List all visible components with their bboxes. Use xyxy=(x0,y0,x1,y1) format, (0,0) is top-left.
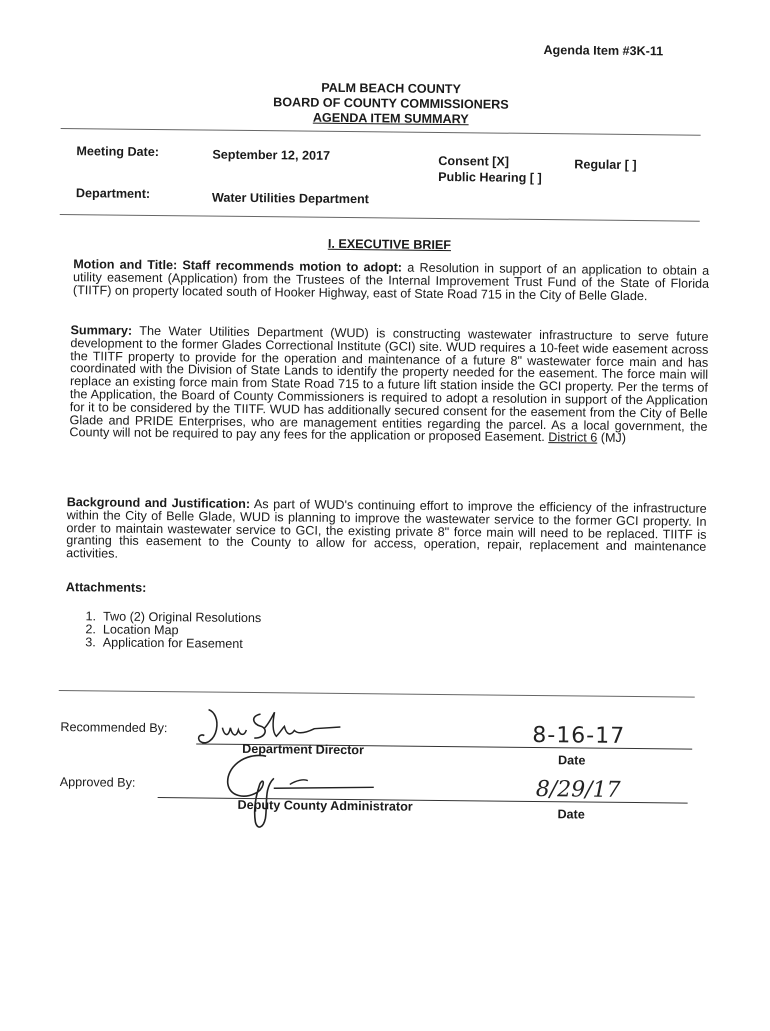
signature-divider xyxy=(59,690,695,698)
approved-date-handwritten: 8/29/17 xyxy=(535,777,621,803)
public-hearing-checkbox-label: Public Hearing [ ] xyxy=(438,169,542,186)
recommended-by-label: Recommended By: xyxy=(60,720,168,736)
summary-lead: Summary: xyxy=(70,323,133,338)
header-county: PALM BEACH COUNTY xyxy=(321,80,462,97)
recommended-date-handwritten: 8-16-17 xyxy=(532,722,626,749)
motion-and-title-paragraph xyxy=(73,258,709,303)
meeting-date-label: Meeting Date: xyxy=(76,144,160,160)
deputy-administrator-title: Deputy County Administrator xyxy=(237,797,413,814)
summary-text: The Water Utilities Department (WUD) is constructing wastewater infrastructure to serve future development to the former Glades Correctional Institute (GCI) site. WUD requires a 10-feet wide easement across the TIITF property to provide for the operation and maintenance of a future 8" wastewater force main and has coordinated with the Division of State Lands to identify the property needed for the easement. The force main will replace an existing force main from State Road 715 to a future lift station inside the GCI property. Per the terms of the Application, the Board of County Commissioners is required to adopt a resolution in support of the Application for it to be considered by the TIITF. WUD has additionally secured consent for the easement from the City of Belle Glade and PRIDE Enterprises, who are management entities regarding the parcel. As a local government, the County will not be required to pay any fees for the application or proposed Easement. xyxy=(69,323,709,445)
summary-paragraph xyxy=(69,324,708,446)
background-text: As part of WUD's continuing effort to improve the efficiency of the infrastructure within the City of Belle Glade, WUD is planning to improve the wastewater service to the former GCI property. In order to maintain wastewater service to GCI, the existing private 8" force main will need to be replaced. TIITF is granting this easement to the County to allow for access, operation, repair, replacement and maintenance activities. xyxy=(66,497,707,561)
district-link: District 6 xyxy=(548,430,598,446)
background-paragraph xyxy=(66,496,707,567)
recommended-date-label: Date xyxy=(557,753,586,768)
header-divider xyxy=(61,128,701,136)
district-suffix: (MJ) xyxy=(600,431,627,446)
approved-date-label: Date xyxy=(557,807,585,822)
agenda-item-number: Agenda Item #3K-11 xyxy=(543,43,664,59)
approved-by-label: Approved By: xyxy=(59,775,136,790)
executive-brief-heading: I. EXECUTIVE BRIEF xyxy=(327,236,452,253)
department-value: Water Utilities Department xyxy=(211,190,370,207)
department-label: Department: xyxy=(75,186,151,201)
attachment-item: 2. Location Map xyxy=(85,622,179,638)
header-block xyxy=(61,78,721,130)
motion-text: a Resolution in support of an application to obtain a utility easement (Application) from the Trustees of the Internal Improvement Trust Fund of the State of Florida (TIITF) on property located south of Hooker Highway, east of State Road 715 in the City of Belle Glade. xyxy=(72,260,710,303)
meeting-date-value: September 12, 2017 xyxy=(212,147,331,163)
header-summary-title: AGENDA ITEM SUMMARY xyxy=(312,110,469,127)
regular-checkbox-label: Regular [ ] xyxy=(574,157,637,173)
attachment-item: 1. Two (2) Original Resolutions xyxy=(85,609,262,626)
attachments-title: Attachments: xyxy=(65,580,147,595)
motion-lead: Motion and Title: Staff recommends motion to adopt: xyxy=(73,257,403,275)
meeting-divider xyxy=(60,214,700,222)
attachments-list xyxy=(85,610,261,651)
deputy-administrator-signature xyxy=(213,748,394,836)
department-director-title: Department Director xyxy=(242,741,365,758)
attachment-item: 3. Application for Easement xyxy=(85,635,243,651)
consent-checkbox-label: Consent [X] xyxy=(438,153,510,169)
background-lead: Background and Justification: xyxy=(66,495,251,511)
header-board: BOARD OF COUNTY COMMISSIONERS xyxy=(273,95,509,112)
agenda-summary-sheet xyxy=(51,0,722,1031)
